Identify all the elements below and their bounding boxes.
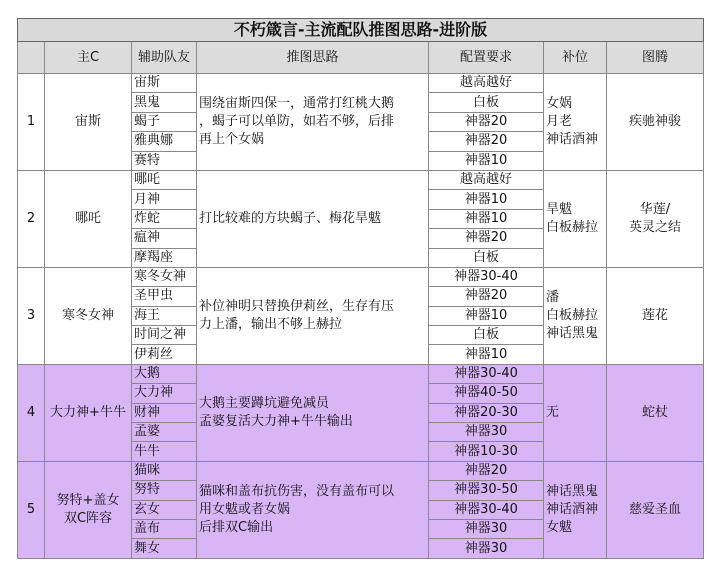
substitute-cell-line: 旱魃 [546, 201, 573, 217]
main-c-line: 哪吒 [74, 210, 101, 226]
requirement: 神器30 [429, 539, 544, 558]
requirement: 神器10-30 [429, 442, 544, 461]
totem-cell [607, 461, 704, 558]
header-substitute: 补位 [544, 42, 607, 74]
support-member: 摩羯座 [132, 248, 197, 267]
support-member: 圣甲虫 [132, 287, 197, 306]
requirement: 神器10 [429, 306, 544, 325]
support-member: 赛特 [132, 151, 197, 170]
header-totem: 图腾 [607, 42, 704, 74]
support-member: 舞女 [132, 539, 197, 558]
totem-cell [607, 170, 704, 267]
requirement: 越高越好 [429, 74, 544, 93]
requirement: 神器40-50 [429, 384, 544, 403]
strategy-cell-line: 补位神明只替换伊莉丝，生存有压 [199, 298, 395, 314]
substitute-cell [544, 364, 607, 461]
support-member: 猫咪 [132, 461, 197, 480]
substitute-cell-line: 女娲 [546, 95, 573, 111]
support-member: 哪吒 [132, 170, 197, 189]
row-index: 2 [18, 170, 45, 267]
main-c-line: 宙斯 [74, 113, 101, 129]
requirement: 神器10 [429, 151, 544, 170]
requirement: 神器30-40 [429, 500, 544, 519]
requirement: 神器20 [429, 229, 544, 248]
main-c-line: 大力神+牛牛 [50, 404, 126, 420]
header-row [18, 42, 704, 74]
support-member: 孟婆 [132, 423, 197, 442]
main-c-cell [45, 267, 132, 364]
strategy-cell-line: 后排双C输出 [199, 519, 274, 535]
row-index: 5 [18, 461, 45, 558]
support-member: 黑鬼 [132, 93, 197, 112]
strategy-cell-line: 围绕宙斯四保一，通常打红桃大鹅 [199, 95, 395, 111]
totem-cell [607, 267, 704, 364]
totem-cell-line: 蛇杖 [641, 404, 668, 420]
row-index: 4 [18, 364, 45, 461]
substitute-cell [544, 461, 607, 558]
substitute-cell-line: 神话酒神 [546, 131, 599, 147]
main-c-cell [45, 74, 132, 171]
substitute-cell-line: 白板赫拉 [546, 219, 599, 235]
main-c-line: 双C阵容 [63, 510, 113, 526]
requirement: 神器30-40 [429, 364, 544, 383]
main-c-cell [45, 364, 132, 461]
main-c-line: 努特+盖女 [56, 492, 120, 508]
table-row [18, 267, 704, 286]
requirement: 神器30 [429, 423, 544, 442]
support-member: 财神 [132, 403, 197, 422]
strategy-cell-line: 打比较难的方块蝎子、梅花旱魃 [199, 210, 382, 226]
substitute-cell-line: 神话黑鬼 [546, 483, 599, 499]
sheet-title: 不朽箴言-主流配队推图思路-进阶版 [18, 19, 704, 42]
support-member: 大力神 [132, 384, 197, 403]
strategy-cell [197, 267, 429, 364]
support-member: 月神 [132, 190, 197, 209]
strategy-cell-line: 用女魃或者女娲 [199, 501, 291, 517]
substitute-cell-line: 神话酒神 [546, 501, 599, 517]
support-member: 牛牛 [132, 442, 197, 461]
totem-cell-line: 莲花 [641, 307, 668, 323]
header-strategy: 推图思路 [197, 42, 429, 74]
support-member: 努特 [132, 481, 197, 500]
strategy-cell [197, 364, 429, 461]
requirement: 神器10 [429, 190, 544, 209]
substitute-cell [544, 74, 607, 171]
totem-cell-line: 华莲/ [639, 201, 671, 217]
requirement: 神器20 [429, 461, 544, 480]
support-member: 海王 [132, 306, 197, 325]
support-member: 玄女 [132, 500, 197, 519]
main-c-cell [45, 170, 132, 267]
table-row [18, 461, 704, 480]
substitute-cell-line: 无 [546, 404, 560, 420]
row-index: 1 [18, 74, 45, 171]
table-row [18, 74, 704, 93]
strategy-cell-line: 再上个女娲 [199, 131, 265, 147]
substitute-cell-line: 神话黑鬼 [546, 325, 599, 341]
header-requirements: 配置要求 [429, 42, 544, 74]
header-support: 辅助队友 [132, 42, 197, 74]
strategy-cell-line: 大鹅主要蹲坑避免减员 [199, 395, 330, 411]
row-index: 3 [18, 267, 45, 364]
header-main-c: 主C [45, 42, 132, 74]
requirement: 白板 [429, 248, 544, 267]
support-member: 蝎子 [132, 112, 197, 131]
support-member: 炸蛇 [132, 209, 197, 228]
strategy-cell-line: ，蝎子可以单防，如若不够，后排 [199, 113, 395, 129]
strategy-cell-line: 力上潘，输出不够上赫拉 [199, 316, 343, 332]
substitute-cell [544, 267, 607, 364]
requirement: 越高越好 [429, 170, 544, 189]
requirement: 神器30 [429, 519, 544, 538]
table-row [18, 364, 704, 383]
substitute-cell-line: 潘 [546, 289, 560, 305]
support-member: 雅典娜 [132, 132, 197, 151]
strategy-cell-line: 猫咪和盖布抗伤害，没有盖布可以 [199, 483, 395, 499]
strategy-cell [197, 170, 429, 267]
table-row [18, 170, 704, 189]
main-c-cell [45, 461, 132, 558]
substitute-cell-line: 白板赫拉 [546, 307, 599, 323]
substitute-cell-line: 月老 [546, 113, 573, 129]
strategy-cell [197, 461, 429, 558]
requirement: 神器30-50 [429, 481, 544, 500]
requirement: 神器20 [429, 287, 544, 306]
substitute-cell [544, 170, 607, 267]
requirement: 神器20 [429, 112, 544, 131]
requirement: 神器10 [429, 209, 544, 228]
support-member: 伊莉丝 [132, 345, 197, 364]
support-member: 宙斯 [132, 74, 197, 93]
totem-cell [607, 74, 704, 171]
header-index [18, 42, 45, 74]
requirement: 神器30-40 [429, 267, 544, 286]
support-member: 时间之神 [132, 326, 197, 345]
support-member: 盖布 [132, 519, 197, 538]
totem-cell-line: 英灵之结 [628, 219, 681, 235]
support-member: 寒冬女神 [132, 267, 197, 286]
table-body [18, 74, 704, 559]
substitute-cell-line: 女魃 [546, 519, 573, 535]
totem-cell-line: 慈爱圣血 [628, 501, 681, 517]
support-member: 瘟神 [132, 229, 197, 248]
requirement: 神器20-30 [429, 403, 544, 422]
requirement: 白板 [429, 326, 544, 345]
totem-cell [607, 364, 704, 461]
strategy-cell [197, 74, 429, 171]
totem-cell-line: 疾驰神骏 [628, 113, 681, 129]
requirement: 神器10 [429, 345, 544, 364]
main-c-line: 寒冬女神 [61, 307, 114, 323]
support-member: 大鹅 [132, 364, 197, 383]
strategy-cell-line: 孟婆复活大力神+牛牛输出 [199, 413, 353, 429]
requirement: 神器20 [429, 132, 544, 151]
lineup-table [17, 18, 704, 559]
requirement: 白板 [429, 93, 544, 112]
